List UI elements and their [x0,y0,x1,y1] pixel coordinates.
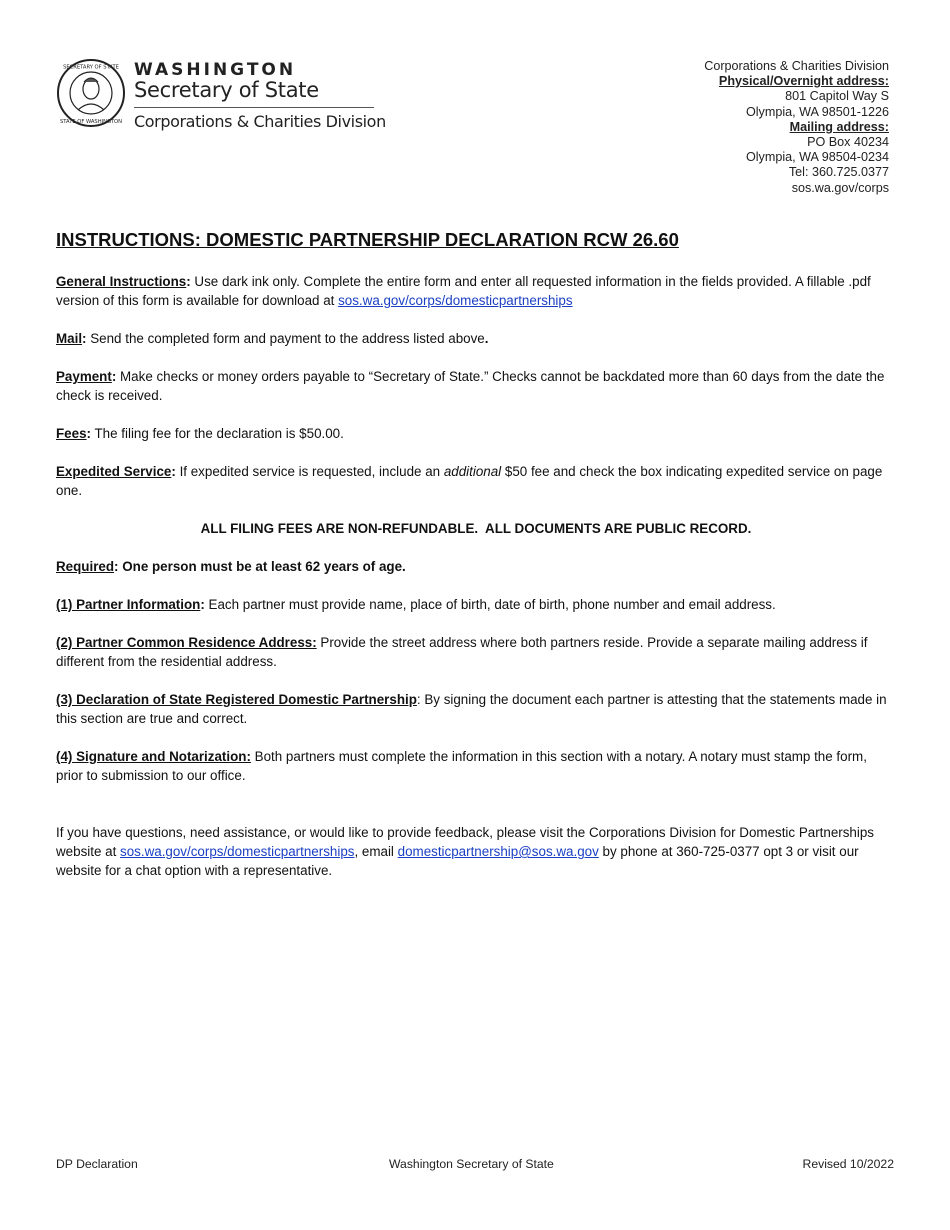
general-link[interactable]: sos.wa.gov/corps/domesticpartnerships [338,293,573,308]
expedited-label: Expedited Service [56,464,172,479]
logo-state-name: WASHINGTON [134,60,297,80]
website: sos.wa.gov/corps [791,180,889,195]
required-instructions [56,557,896,576]
general-text: Use dark ink only. Complete the entire form and enter all requested information in the fields provided. A fillable .pdf version of this form is available for download at [56,274,871,308]
expedited-text-before: If expedited service is requested, include an [175,464,444,479]
required-label: Required [56,559,115,574]
contact-text3: by phone at 360-725-0377 opt 3 or visit our website for a chat option with a representative. [56,844,859,878]
contact-website-link[interactable]: sos.wa.gov/corps/domesticpartnerships [120,844,355,859]
mailing-address-line2: Olympia, WA 98504-0234 [745,150,889,165]
physical-address-line1: 801 Capitol Way S [785,89,889,104]
instructions-body [56,272,896,899]
contact-text2: , email [354,844,398,859]
state-seal-icon [56,58,126,128]
sos-logo [56,58,386,138]
logo-office-name: Secretary of State [134,78,319,102]
expedited-instructions: Expedited Service: If expedited service is requested, include an additional $50 fee and check the box indicating expedited service on page one. [56,464,883,498]
declaration-text: : By signing the document each partner is attesting that the statements made in this section are true and correct. [56,692,887,726]
footer-form-name: DP Declaration [56,1157,138,1171]
signature-text: Both partners must complete the information in this section with a notary. A notary must stamp the form, prior to submission to our office. [56,749,867,783]
logo-division-name: Corporations & Charities Division [134,112,386,131]
contact-text1: If you have questions, need assistance, or would like to provide feedback, please visit the Corporations Division for Domestic Partnerships website at [56,825,874,859]
residence-text: Provide the street address where both partners reside. Provide a separate mailing address if different from the residential address. [56,635,868,669]
payment-label: Payment [56,369,112,384]
svg-text:STATE OF WASHINGTON: STATE OF WASHINGTON [60,119,122,125]
required-text: : One person must be at least 62 years of age. [114,559,406,574]
expedited-text-after: $50 fee and check the box indicating expedited service on page one. [56,464,883,498]
office-address-block [704,59,889,196]
mail-label: Mail [56,331,83,346]
partner-info-label: (1) Partner Information [56,597,201,612]
mail-instructions: Mail: Send the completed form and payment to the address listed above. [56,331,489,346]
logo-divider [134,107,374,108]
signature-label: (4) Signature and Notarization: [56,749,251,764]
svg-text:SECRETARY OF STATE: SECRETARY OF STATE [63,64,119,71]
residence-instructions [56,633,896,671]
footer-agency: Washington Secretary of State [389,1157,554,1171]
mailing-address-label: Mailing address: [789,119,889,134]
general-label: General Instructions [56,274,187,289]
physical-address-line2: Olympia, WA 98501-1226 [745,104,889,119]
footer-revision: Revised 10/2022 [802,1157,894,1171]
fees-instructions: Fees: The filing fee for the declaration is $50.00. [56,426,344,441]
telephone: Tel: 360.725.0377 [788,165,889,180]
signature-instructions [56,747,896,785]
page-title: INSTRUCTIONS: DOMESTIC PARTNERSHIP DECLARATION RCW 26.60 [56,229,679,250]
declaration-instructions [56,690,896,728]
expedited-emphasis: additional [443,464,502,479]
payment-instructions: Payment: Make checks or money orders payable to “Secretary of State.” Checks cannot be backdated more than 60 days from the date the check is received. [56,369,885,403]
mailing-address-line1: PO Box 40234 [807,135,889,150]
contact-paragraph [56,823,896,880]
payment-text: Make checks or money orders payable to “Secretary of State.” Checks cannot be backdated more than 60 days from the date the check is received. [56,369,885,403]
mail-text: Send the completed form and payment to the address listed above [86,331,485,346]
address-division: Corporations & Charities Division [704,59,889,73]
fees-text: The filing fee for the declaration is $50.00. [91,426,344,441]
contact-email-link[interactable]: domesticpartnership@sos.wa.gov [397,844,599,859]
general-instructions: General Instructions: Use dark ink only. Complete the entire form and enter all requested information in the fields provided. A fillable .pdf version of this form is available for download at sos.wa.gov/corps/domesticpartnerships [56,274,871,308]
fees-label: Fees [56,426,87,441]
physical-address-label: Physical/Overnight address: [718,74,889,89]
partner-info-instructions: (1) Partner Information: Each partner must provide name, place of birth, date of birth, phone number and email address. [56,597,776,612]
fees-notice: ALL FILING FEES ARE NON-REFUNDABLE. ALL DOCUMENTS ARE PUBLIC RECORD. [200,521,752,536]
declaration-label: (3) Declaration of State Registered Domestic Partnership [56,692,417,707]
residence-label: (2) Partner Common Residence Address: [56,635,317,650]
partner-info-text: Each partner must provide name, place of birth, date of birth, phone number and email address. [204,597,776,612]
